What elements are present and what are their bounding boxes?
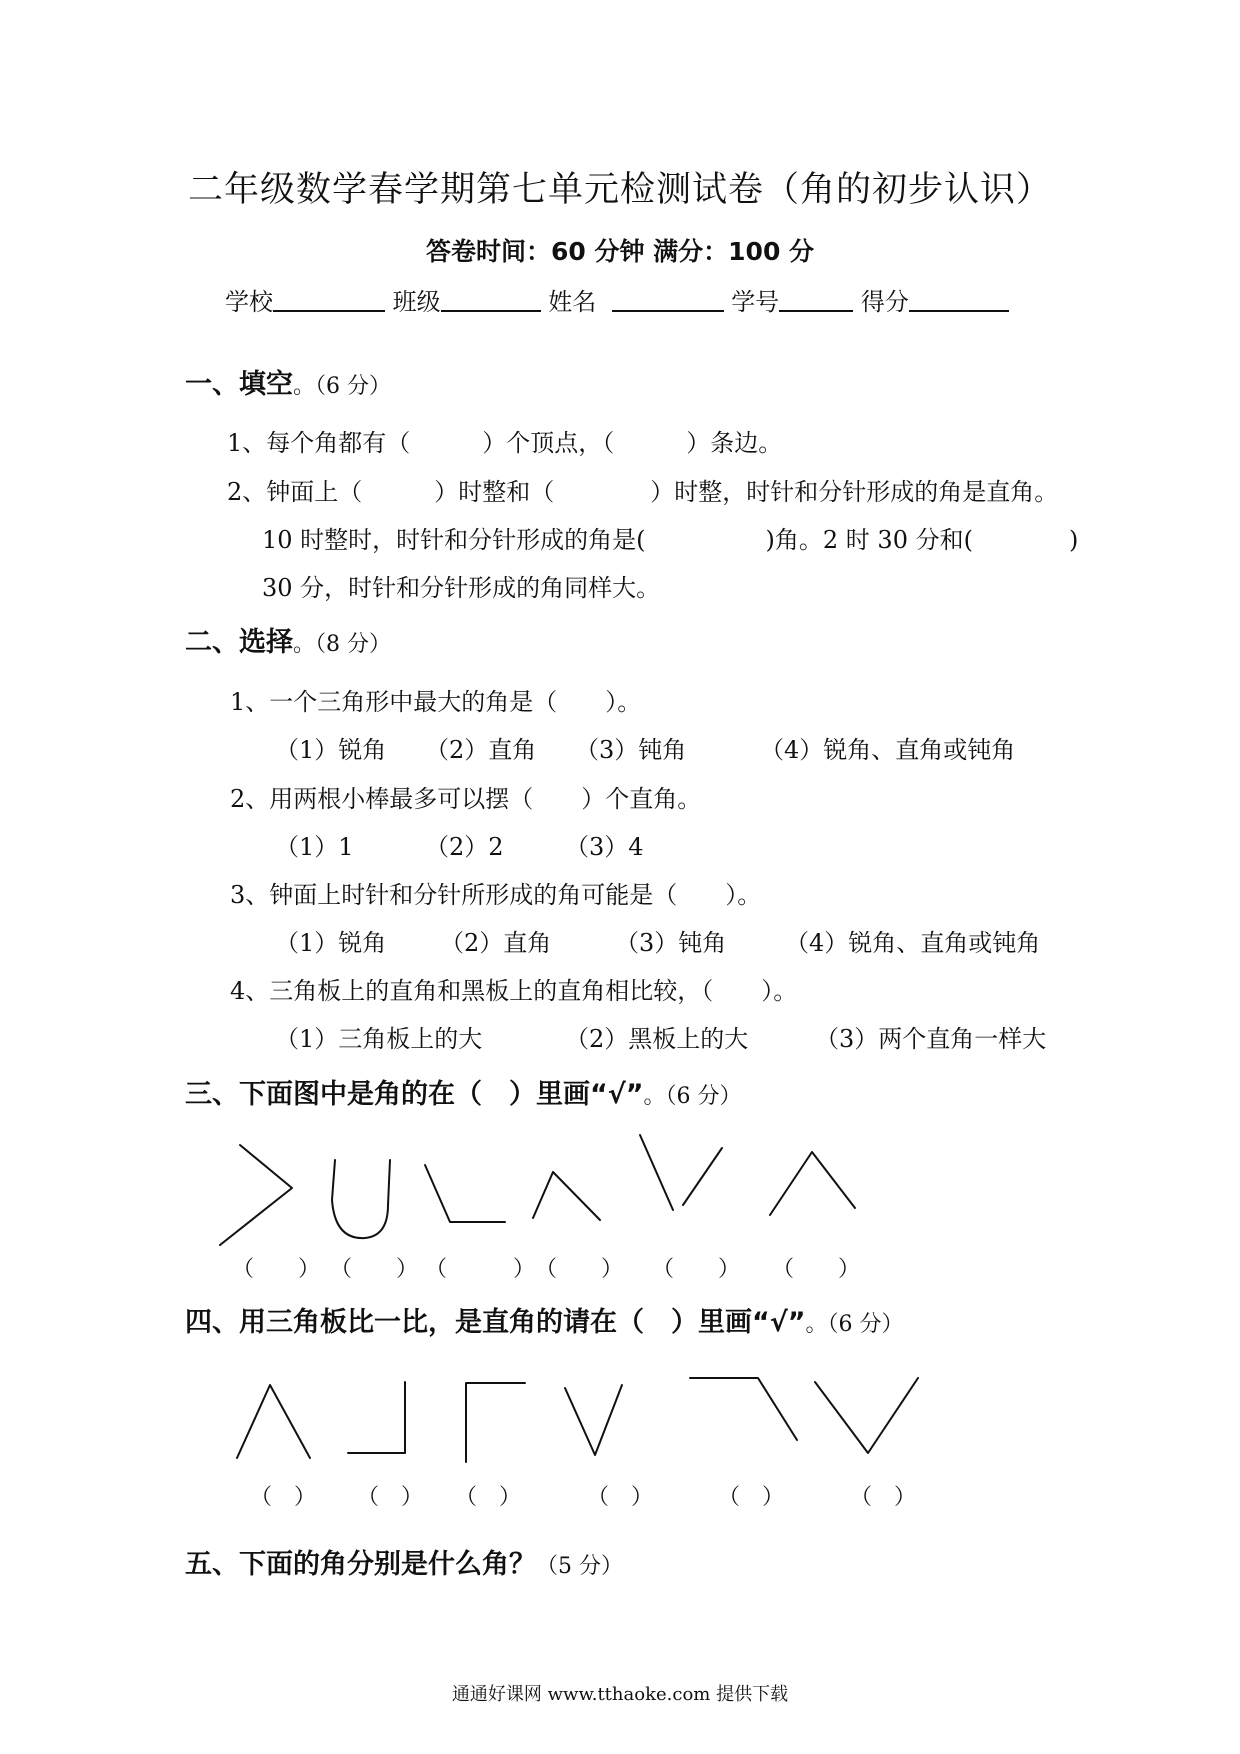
- s2-q1-option-3: （3）钝角: [575, 736, 687, 764]
- section-5-title: 五、下面的角分别是什么角？: [185, 1549, 536, 1580]
- s4-figure-3-angle: [466, 1383, 525, 1462]
- s4-paren-3[interactable]: （ ）: [455, 1485, 522, 1510]
- s2-q4-option-3: （3）两个直角一样大: [815, 1025, 1047, 1053]
- section-4-title: 四、用三角板比一比，是直角的请在（ ）里画“√”: [185, 1307, 806, 1338]
- section-5-heading: [185, 1542, 623, 1581]
- s3-figure-1-angle: [220, 1145, 292, 1245]
- s2-q1-option-1: （1）锐角: [275, 736, 387, 764]
- s2-q1: 1、一个三角形中最大的角是（ ）。: [230, 688, 642, 716]
- field-name-label: 姓名: [548, 288, 597, 316]
- s4-paren-5[interactable]: （ ）: [718, 1485, 785, 1510]
- field-score-label: 得分: [860, 288, 909, 316]
- s4-paren-2[interactable]: （ ）: [357, 1485, 424, 1510]
- s1-q2-line1: 2、钟面上（ ）时整和（ ）时整，时针和分针形成的角是直角。: [227, 478, 1059, 506]
- s2-q3-option-1: （1）锐角: [275, 929, 387, 957]
- section-3-title: 三、下面图中是角的在（ ）里画“√”: [185, 1079, 644, 1110]
- footer-source: 通通好课网 www.tthaoke.com 提供下载: [451, 1684, 789, 1705]
- s2-q2: 2、用两根小棒最多可以摆（ ）个直角。: [230, 785, 702, 813]
- s4-paren-6[interactable]: （ ）: [850, 1485, 917, 1510]
- section-4-score: 。（6 分）: [805, 1312, 904, 1337]
- s3-paren-4[interactable]: （ ）: [535, 1257, 624, 1282]
- s3-paren-5[interactable]: （ ）: [652, 1257, 741, 1282]
- s2-q3-option-3: （3）钝角: [615, 929, 727, 957]
- section-1-score: 。（6 分）: [293, 374, 391, 399]
- s3-figure-3-angle: [425, 1165, 505, 1222]
- s2-q3: 3、钟面上时针和分针所形成的角可能是（ ）。: [230, 881, 762, 909]
- section-1-title: 一、填空: [185, 369, 293, 400]
- s2-q2-option-1: （1）1: [275, 833, 354, 861]
- field-school-label: 学校: [225, 288, 273, 316]
- s3-paren-1[interactable]: （ ）: [232, 1257, 321, 1282]
- s2-q2-option-3: （3）4: [565, 833, 644, 861]
- s4-paren-1[interactable]: （ ）: [250, 1485, 317, 1510]
- s2-q4: 4、三角板上的直角和黑板上的直角相比较，（ ）。: [230, 977, 798, 1005]
- s1-q2-line3: 30 分，时针和分针形成的角同样大。: [262, 574, 661, 602]
- s2-q1-option-2: （2）直角: [425, 736, 537, 764]
- s4-paren-4[interactable]: （ ）: [587, 1485, 654, 1510]
- s1-q2-line2: 10 时整时，时针和分针形成的角是( )角。2 时 30 分和( ): [262, 526, 1079, 554]
- s2-q4-option-1: （1）三角板上的大: [275, 1025, 483, 1053]
- page-title: 二年级数学春学期第七单元检测试卷（角的初步认识）: [187, 170, 1052, 210]
- s2-q1-option-4: （4）锐角、直角或钝角: [760, 736, 1016, 764]
- s3-paren-6[interactable]: （ ）: [772, 1257, 861, 1282]
- section-2-title: 二、选择: [185, 627, 293, 658]
- s2-q3-option-4: （4）锐角、直角或钝角: [785, 929, 1041, 957]
- s3-figure-5-angle-gap-right: [683, 1148, 722, 1205]
- field-class-label: 班级: [392, 288, 441, 316]
- s3-figure-2-u-shape: [332, 1160, 390, 1238]
- section-2-score: 。（8 分）: [293, 632, 391, 657]
- s4-figure-5-angle: [690, 1378, 797, 1440]
- s2-q2-option-2: （2）2: [425, 833, 504, 861]
- s3-paren-2[interactable]: （ ）: [330, 1257, 419, 1282]
- exam-time-and-score: 答卷时间：60 分钟 满分：100 分: [425, 237, 815, 266]
- section-5-score: （5 分）: [536, 1554, 623, 1579]
- s4-figure-2-angle: [348, 1382, 405, 1453]
- s4-figure-6-angle: [815, 1378, 918, 1453]
- section-4-heading: [185, 1300, 904, 1339]
- s3-paren-3[interactable]: （ ）: [425, 1257, 536, 1282]
- s1-q1: 1、每个角都有（ ）个顶点，（ ）条边。: [227, 429, 783, 457]
- s3-figure-5-angle-gap: [640, 1135, 673, 1210]
- s3-figure-6-curved-angle: [770, 1152, 855, 1215]
- s4-figure-1-angle: [237, 1385, 310, 1458]
- s3-figure-4-broken-angle: [533, 1172, 600, 1220]
- s2-q3-option-2: （2）直角: [440, 929, 552, 957]
- field-id-label: 学号: [731, 288, 780, 316]
- s4-figure-4-angle: [565, 1385, 622, 1455]
- section-3-score: 。（6 分）: [643, 1084, 742, 1109]
- s2-q4-option-2: （2）黑板上的大: [565, 1025, 749, 1053]
